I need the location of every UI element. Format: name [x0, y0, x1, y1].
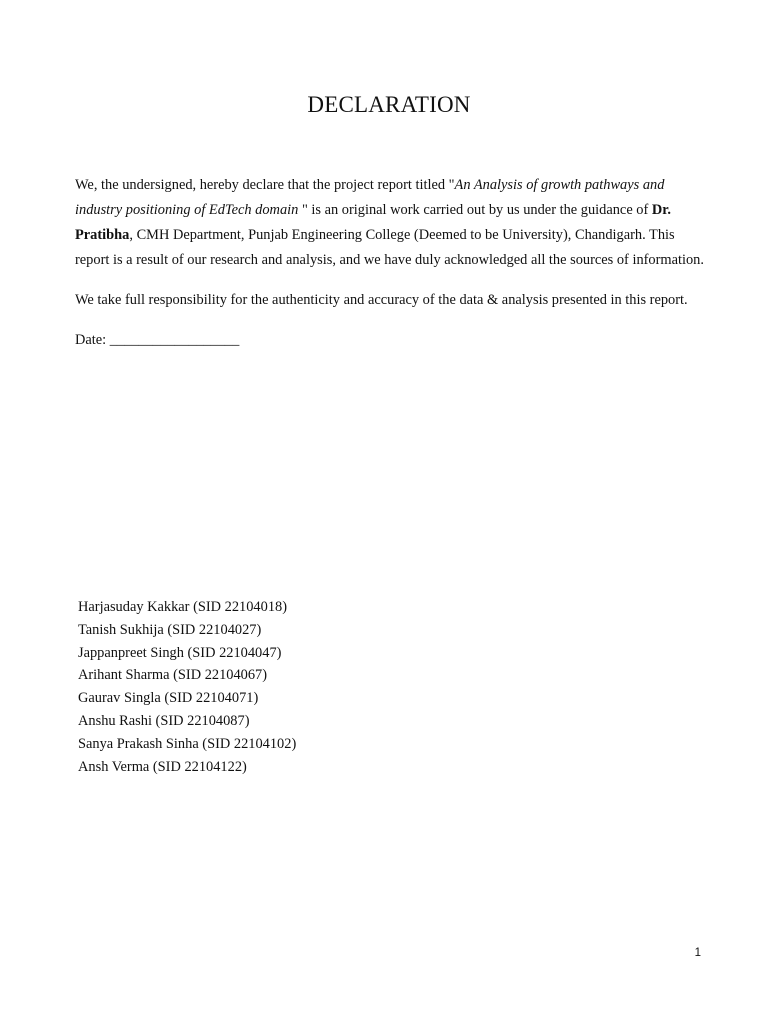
list-item: Harjasuday Kakkar (SID 22104018) — [78, 599, 288, 615]
project-title: An Analysis of growth pathways and industry positioning of EdTech domain — [75, 177, 665, 218]
guide-name: Dr. Pratibha — [75, 202, 671, 243]
list-item: Ansh Verma (SID 22104122) — [78, 758, 247, 775]
declaration-paragraph — [75, 173, 705, 273]
page-title: DECLARATION — [307, 92, 471, 117]
declaration-intro: We, the undersigned, hereby declare that the project report titled " — [75, 177, 455, 193]
declaration-closing: , CMH Department, Punjab Engineering College (Deemed to be University), Chandigarh. This report is a result of our research and analysis, and we have duly acknowledged all the sources of information. — [75, 227, 704, 268]
list-item: Gaurav Singla (SID 22104071) — [78, 690, 259, 707]
declaration-guidance: " is an original work carried out by us under the guidance of — [301, 202, 652, 218]
member-list — [78, 596, 296, 778]
list-item: Arihant Sharma (SID 22104067) — [78, 667, 268, 684]
list-item: Jappanpreet Singh (SID 22104047) — [78, 644, 282, 661]
list-item: Tanish Sukhija (SID 22104027) — [78, 621, 262, 638]
responsibility-paragraph: We take full responsibility for the authenticity and accuracy of the data & analysis presented in this report. — [75, 292, 688, 308]
date-line: Date: __________________ — [75, 332, 240, 348]
list-item: Sanya Prakash Sinha (SID 22104102) — [78, 735, 297, 752]
page-number: 1 — [694, 947, 701, 959]
list-item: Anshu Rashi (SID 22104087) — [78, 712, 250, 729]
